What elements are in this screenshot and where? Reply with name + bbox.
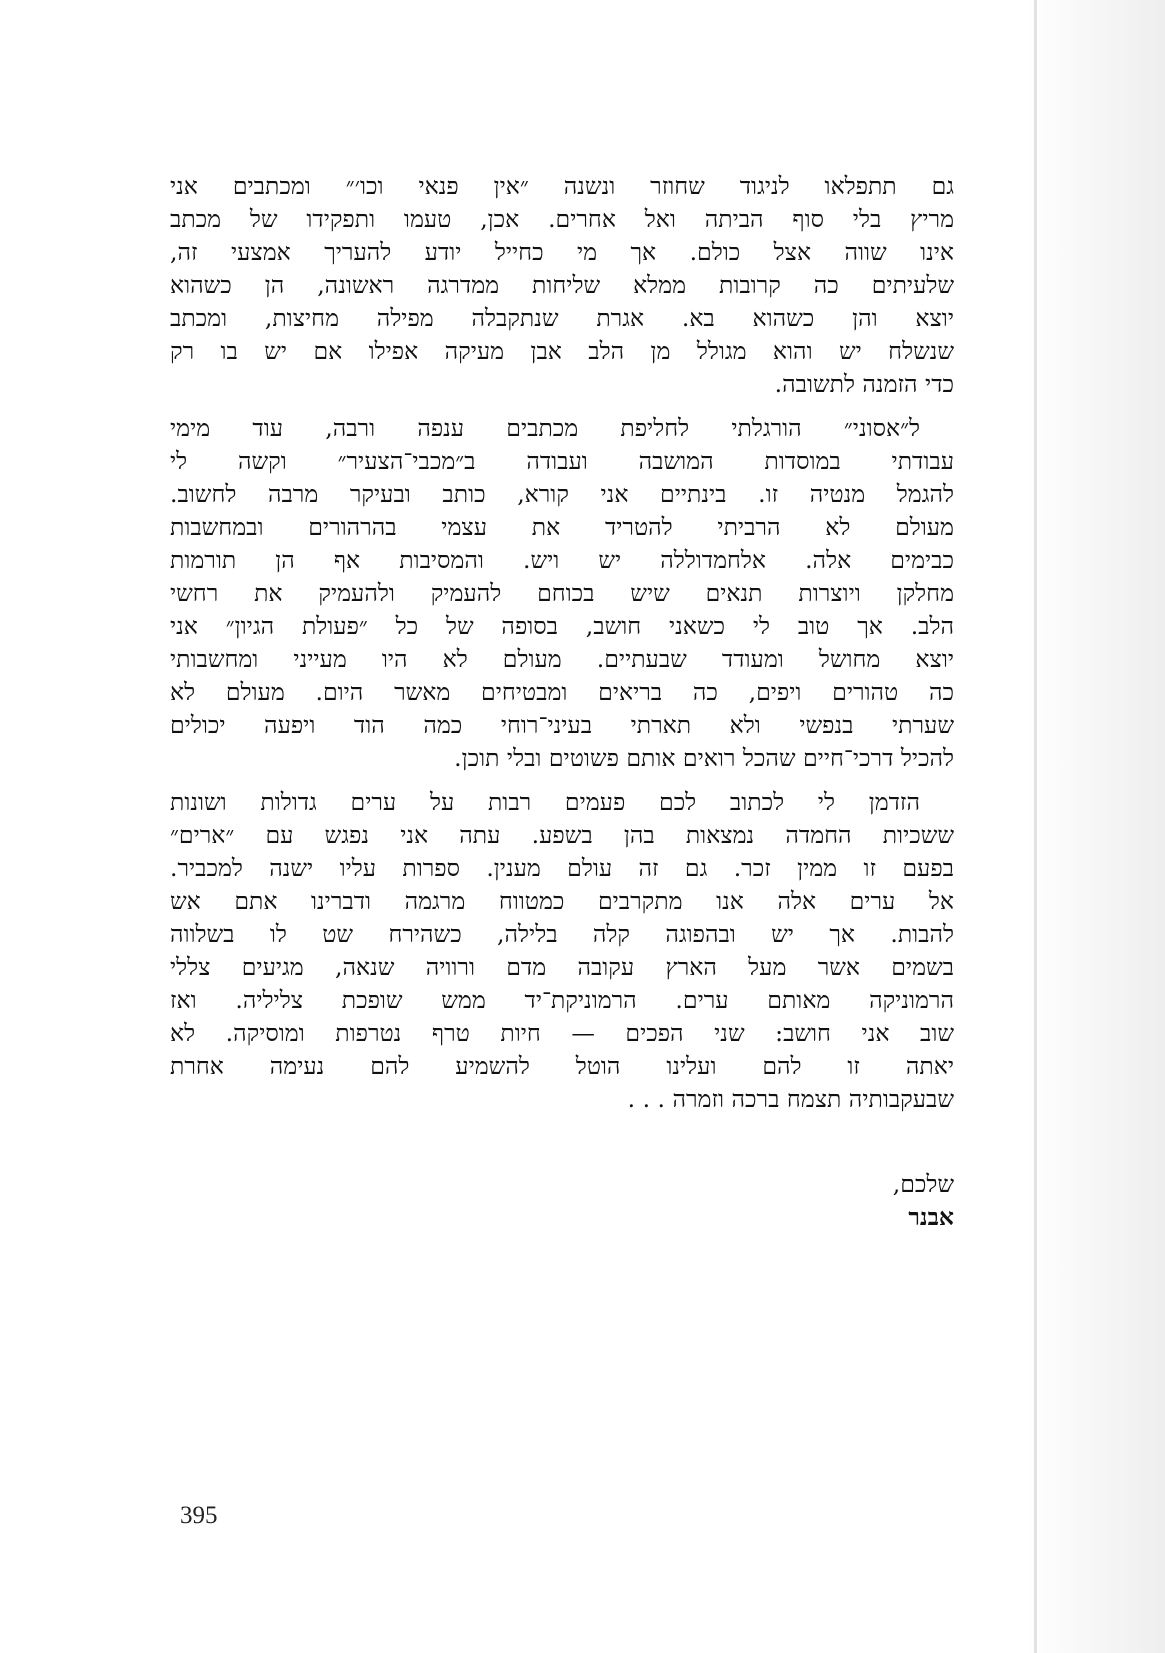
text-line: יוצא מחושל ומעודד שבעתיים. מעולם לא היו מעייני ומחשבותי — [170, 645, 954, 673]
text-line: ששכיות החמדה נמצאות בהן בשפע. עתה אני נפגש עם ״ארים״ — [170, 821, 954, 849]
text-line: בשמים אשר מעל הארץ עקובה מדם ורוויה שנאה, מגיעים צללי — [170, 953, 954, 981]
text-line: שנשלח יש והוא מגולל מן הלב אבן מעיקה אפילו אם יש בו רק — [170, 337, 954, 365]
text-line: עבודתי במוסדות המושבה ועבודה ב״מכבי־הצעיר״ וקשה לי — [170, 447, 954, 475]
text-line: שלעיתים כה קרובות ממלא שליחות ממדרגה ראשונה, הן כשהוא — [170, 271, 954, 299]
text-line: מעולם לא הרביתי להטריד את עצמי בהרהורים ובמחשבות — [170, 513, 954, 541]
text-line: בפעם זו ממין זכר. גם זה עולם מענין. ספרות עליו ישנה למכביר. — [170, 854, 954, 882]
text-line: ל״אסוני״ הורגלתי לחליפת מכתבים ענפה ורבה, עוד מימי — [170, 414, 920, 442]
text-line: הלב. אך טוב לי כשאני חושב, בסופה של כל ״פעולת הגיון״ אני — [170, 612, 954, 640]
paragraph-1 — [170, 170, 954, 401]
text-line: יאתה זו להם ועלינו הוטל להשמיע להם נעימה אחרת — [170, 1052, 954, 1080]
scan-page-fold — [1034, 0, 1037, 1653]
text-line: הזדמן לי לכתוב לכם פעמים רבות על ערים גדולות ושונות — [170, 788, 920, 816]
text-line: מריץ בלי סוף הביתה ואל אחרים. אכן, טעמו ותפקידו של מכתב — [170, 205, 954, 233]
text-line: כבימים אלה. אלחמדוללה יש ויש. והמסיבות אף הן תורמות — [170, 546, 954, 574]
text-line: אל ערים אלה אנו מתקרבים כמטווח מרגמה ודברינו אתם אש — [170, 887, 954, 915]
scan-page-edge — [1025, 0, 1165, 1653]
page-number: 395 — [180, 1502, 218, 1529]
text-line: שבעקבותיה תצמח ברכה וזמרה . . . — [627, 1085, 954, 1113]
signature: אבנר — [908, 1203, 954, 1231]
text-line: להבות. אך יש ובהפוגה קלה בלילה, כשהירח שט לו בשלווה — [170, 920, 954, 948]
text-line: כה טהורים ויפים, כה בריאים ומבטיחים מאשר היום. מעולם לא — [170, 678, 954, 706]
text-line: הרמוניקה מאותם ערים. הרמוניקת־יד ממש שופכת צליליה. ואז — [170, 986, 954, 1014]
text-line: גם תתפלאו לניגוד שחוזר ונשנה ״אין פנאי וכו׳״ ומכתבים אני — [170, 172, 954, 200]
signoff — [170, 1168, 954, 1234]
text-line: אינו שווה אצל כולם. אך מי כחייל יודע להעריך אמצעי זה, — [170, 238, 954, 266]
paragraph-3 — [170, 786, 954, 1116]
letter-body — [170, 170, 954, 1234]
text-line: מחלקן ויוצרות תנאים שיש בכוחם להעמיק ולהעמיק את רחשי — [170, 579, 954, 607]
text-line: יוצא והן כשהוא בא. אגרת שנתקבלה מפילה מחיצות, ומכתב — [170, 304, 954, 332]
text-line: שוב אני חושב: שני הפכים — חיות טרף נטרפות ומוסיקה. לא — [170, 1019, 954, 1047]
text-line: להכיל דרכי־חיים שהכל רואים אותם פשוטים ובלי תוכן. — [454, 744, 954, 772]
text-line: להגמל מנטיה זו. בינתיים אני קורא, כותב ובעיקר מרבה לחשוב. — [170, 480, 954, 508]
paragraph-2 — [170, 412, 954, 775]
text-line: שערתי בנפשי ולא תארתי בעיני־רוחי כמה הוד ויפעה יכולים — [170, 711, 954, 739]
closing-salutation: שלכם, — [892, 1170, 954, 1198]
text-line: כדי הזמנה לתשובה. — [774, 370, 954, 398]
